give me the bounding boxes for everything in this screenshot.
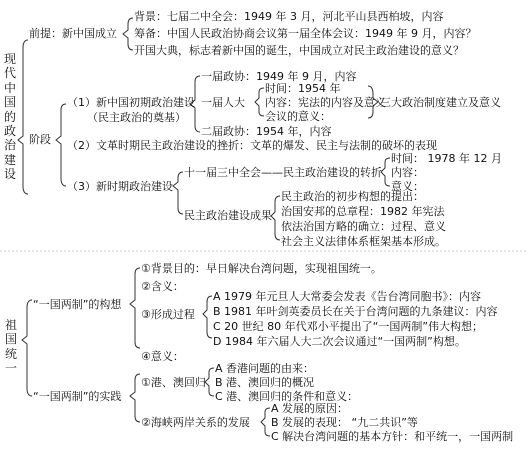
qianti-bg: 背景：七届二中全会：1949 年 3 月，河北平山县西柏坡，内容 (134, 10, 444, 23)
sj-hk-macau: ①港、澳回归 (141, 376, 206, 389)
gc-item-a: A 1979 年元旦人大常委会发表《告台湾同胞书》：内容 (213, 290, 482, 303)
p3-top-brace (381, 158, 390, 186)
p3-turning-point: 十一届三中全会——民主政治建设的转折 (184, 166, 382, 179)
sj-b-item-2: B 发展的表现： “九二共识”等 (271, 416, 418, 429)
gc-item-b: B 1981 年叶剑英委员长在关于台湾问题的九条建议：内容 (213, 305, 498, 318)
p1-three-systems: 三大政治制度建立及意义 (380, 96, 501, 109)
sj-b-item-1: A 发展的原因： (271, 402, 349, 415)
p3-result-4: 社会主义法律体系框架基本形成。 (281, 235, 446, 248)
sj-a-brace (205, 368, 214, 396)
yg-background: ①背景目的：早日解决台湾问题，实现祖国统一。 (141, 262, 382, 275)
p3-result-3: 依法治国方略的确立：过程、意义 (281, 220, 446, 233)
p3-top-meaning: 意义： (391, 180, 424, 193)
p1-yjzx: 一届政协：1949 年 9 月，内容 (201, 70, 357, 83)
node-jieduan: 阶段 (29, 133, 51, 146)
p1-rd-meaning: 会议的意义： (265, 110, 331, 123)
yg-formation: ③形成过程 (141, 308, 195, 321)
node-yiguoliangzhi-concept: “一国两制”的构想 (33, 298, 122, 311)
sj-a-item-2: B 港、澳回归的概况 (215, 376, 315, 389)
qianti-brace (123, 18, 133, 50)
gc-brace (203, 296, 212, 338)
qianti-cb: 筹备：中国人民政治协商会议第一届全体会议：1949 年 9 月，内容？ (134, 27, 477, 40)
p3-result-2: 治国安邦的总章程：1982 年宪法 (281, 205, 445, 218)
p1-title: （1）新中国初期政治建设 (67, 96, 195, 109)
p3-top-content: 内容： (391, 166, 424, 179)
yg-significance: ④意义： (141, 350, 184, 363)
jieduan-brace (56, 104, 66, 186)
section1-title: 现代中国的政治建设 (3, 52, 16, 182)
rd-brace (255, 88, 264, 116)
yg-meaning-def: ②含义： (141, 280, 184, 293)
p3-result-1: 民主政治的初步构想的提出： (281, 190, 424, 203)
p2-title: （2）文革时期民主政治建设的挫折：文革的爆发、民主与法制的破坏的表现 (67, 139, 437, 152)
p1-subtitle: （民主政治的奠基） (87, 111, 186, 124)
yg-brace (130, 268, 140, 348)
p3-bot-brace (271, 196, 280, 240)
sj-b-brace (261, 408, 270, 436)
sj-b-item-3: C 解决台湾问题的基本方针：和平统一，一国两制 (271, 430, 514, 443)
sj-a-item-3: C 港、澳回归的条件和意义： (215, 390, 359, 403)
p3-results: 民主政治建设成果 (184, 209, 272, 222)
sj-brace (130, 374, 140, 422)
p3-brace (173, 172, 183, 214)
node-yiguoliangzhi-practice: “一国两制”的实践 (33, 390, 122, 403)
root-brace-2 (22, 300, 32, 396)
p1-rd-time: 时间：1954 年 (265, 82, 341, 95)
sj-cross-strait: ②海峡两岸关系的发展 (141, 416, 250, 429)
p1-rd-content: 内容：宪法的内容及意义 (265, 96, 386, 109)
node-qianti: 前提：新中国成立 (29, 27, 117, 40)
p3-top-time: 时间： 1978 年 12 月 (391, 152, 502, 165)
qianti-kgdd: 开国大典，标志着新中国的诞生，中国成立对民主政治建设的意义？ (134, 44, 464, 57)
root-brace-1 (18, 40, 28, 194)
sj-a-item-1: A 香港问题的由来： (215, 362, 315, 375)
p3-title: （3）新时期政治建设 (67, 180, 173, 193)
p1-ejzx: 二届政协：1954 年，内容 (201, 125, 332, 138)
gc-item-d: D 1984 年六届人大二次会议通过“一国两制”构想。 (213, 335, 466, 348)
section2-title: 祖国统一 (4, 318, 17, 376)
gc-item-c: C 20 世纪 80 年代邓小平提出了“一国两制”伟大构想； (213, 320, 484, 333)
p1-yjrd: 一届人大 (201, 96, 245, 109)
